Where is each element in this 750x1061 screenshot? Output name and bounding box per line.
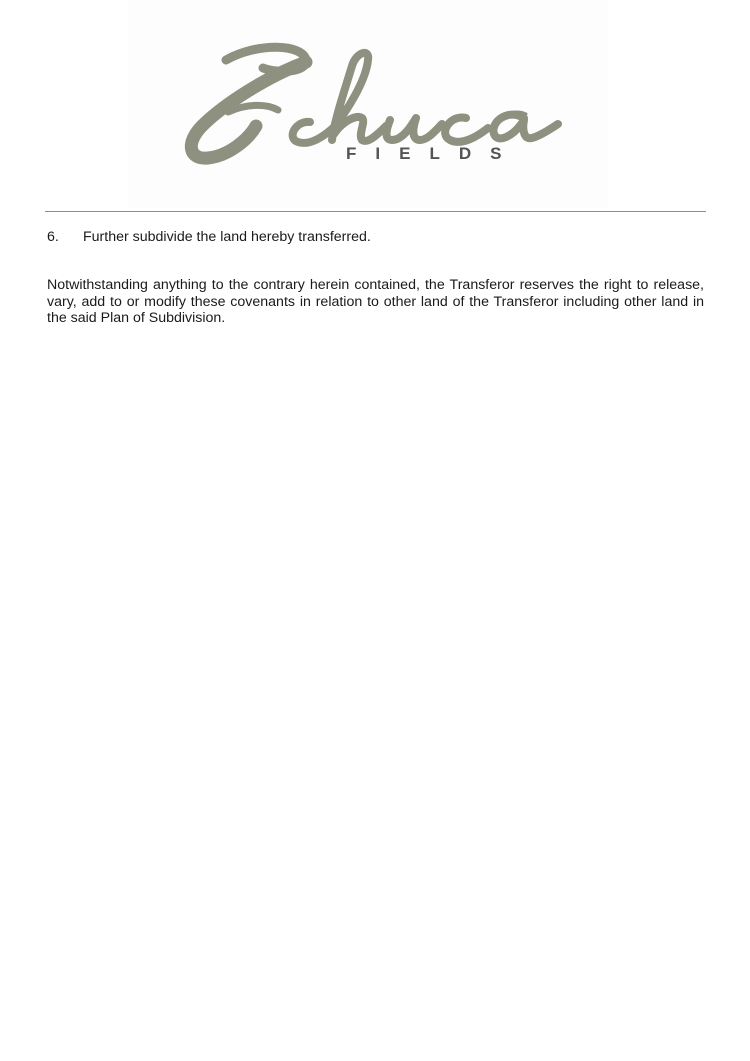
clause-text: Further subdivide the land hereby transferred. bbox=[83, 229, 371, 245]
clause-number: 6. bbox=[47, 229, 59, 245]
reservation-paragraph: Notwithstanding anything to the contrary herein contained, the Transferor reserves the right to release, vary, add to or modify these covenants in relation to other land of the Transferor including other land in the said Plan of Subdivision. bbox=[47, 277, 704, 326]
echuca-fields-logo bbox=[128, 0, 608, 208]
clause-item bbox=[47, 229, 371, 246]
logo-subtitle-fields: FIELDS bbox=[346, 144, 521, 163]
header-divider bbox=[45, 211, 706, 212]
echuca-script-wordmark bbox=[128, 0, 608, 208]
